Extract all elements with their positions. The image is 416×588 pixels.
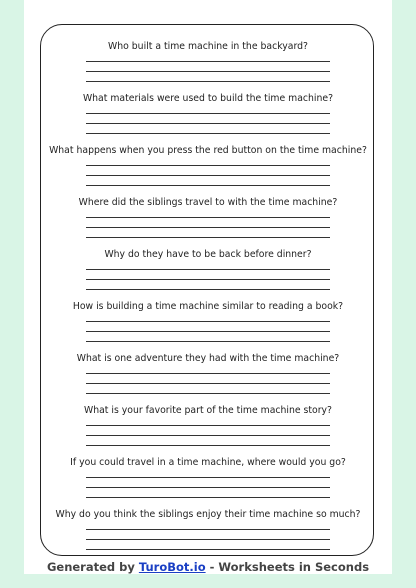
question-text: Where did the siblings travel to with the time machine?: [78, 197, 338, 208]
footer: [0, 560, 416, 574]
worksheet-page: [24, 0, 392, 574]
answer-line: [86, 445, 330, 446]
question-text: How is building a time machine similar to reading a book?: [72, 301, 344, 312]
answer-line: [86, 81, 330, 82]
answer-line: [86, 217, 330, 218]
question-text: What is your favorite part of the time machine story?: [84, 405, 332, 416]
answer-line: [86, 341, 330, 342]
answer-line: [86, 71, 330, 72]
question-text: Who built a time machine in the backyard?: [108, 41, 308, 52]
answer-line: [86, 123, 330, 124]
question-text: What materials were used to build the time machine?: [82, 93, 334, 104]
answer-line: [86, 165, 330, 166]
answer-line: [86, 373, 330, 374]
answer-line: [86, 279, 330, 280]
answer-line: [86, 477, 330, 478]
answer-line: [86, 331, 330, 332]
answer-line: [86, 529, 330, 530]
answer-line: [86, 175, 330, 176]
footer-suffix: - Worksheets in Seconds: [205, 560, 370, 574]
answer-line: [86, 393, 330, 394]
answer-line: [86, 497, 330, 498]
question-text: Why do they have to be back before dinner?: [104, 249, 312, 260]
question-text: If you could travel in a time machine, where would you go?: [70, 457, 346, 468]
turobot-link[interactable]: TuroBot.io: [138, 560, 206, 574]
answer-line: [86, 321, 330, 322]
answer-line: [86, 383, 330, 384]
answer-line: [86, 237, 330, 238]
answer-line: [86, 289, 330, 290]
answer-line: [86, 425, 330, 426]
answer-line: [86, 133, 330, 134]
answer-line: [86, 113, 330, 114]
question-text: What is one adventure they had with the time machine?: [76, 353, 340, 364]
answer-line: [86, 539, 330, 540]
answer-line: [86, 61, 330, 62]
answer-line: [86, 435, 330, 436]
question-text: What happens when you press the red button on the time machine?: [49, 145, 367, 156]
answer-line: [86, 269, 330, 270]
answer-line: [86, 487, 330, 488]
answer-line: [86, 227, 330, 228]
question-text: Why do you think the siblings enjoy their time machine so much?: [55, 509, 361, 520]
answer-line: [86, 549, 330, 550]
footer-prefix: Generated by: [46, 560, 139, 574]
answer-line: [86, 185, 330, 186]
